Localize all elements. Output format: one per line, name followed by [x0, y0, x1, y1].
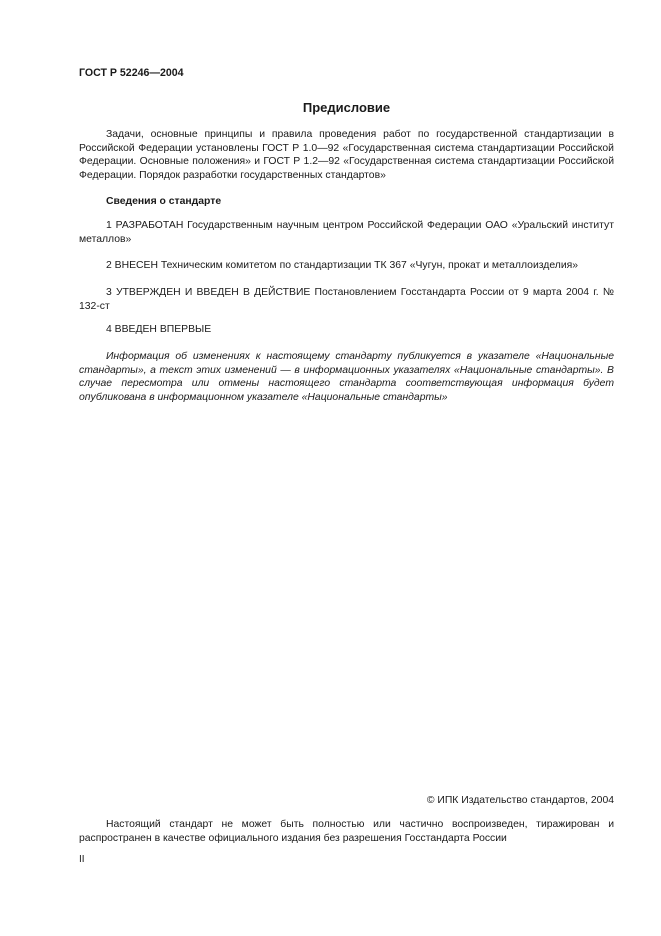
standard-info-item-2: 2 ВНЕСЕН Техническим комитетом по стандартизации ТК 367 «Чугун, прокат и металлоизделия»	[106, 260, 579, 271]
preface-title: Предисловие	[302, 100, 391, 115]
standard-info-item-4: 4 ВВЕДЕН ВПЕРВЫЕ	[106, 324, 212, 335]
standard-info-item-1: 1 РАЗРАБОТАН Государственным научным центром Российской Федерации ОАО «Уральский институт металлов»	[79, 220, 614, 245]
standard-info-item-3: 3 УТВЕРЖДЕН И ВВЕДЕН В ДЕЙСТВИЕ Постановлением Госстандарта России от 9 марта 2004 г. № 132-ст	[79, 287, 614, 312]
standard-info-heading: Сведения о стандарте	[106, 196, 222, 207]
document-id-header: ГОСТ Р 52246—2004	[79, 67, 184, 79]
page-number: II	[79, 854, 85, 865]
copyright-line: © ИПК Издательство стандартов, 2004	[426, 795, 614, 806]
changes-info-paragraph: Информация об изменениях к настоящему стандарту публикуется в указателе «Национальные стандарты», а текст этих изменений — в информационных указателях «Национальные стандарты». В случае пересмотра или отмены настоящего стандарта соответствующая информация будет опубликована в информационном указателе «Национальные стандарты»	[79, 351, 614, 403]
reproduction-notice: Настоящий стандарт не может быть полностью или частично воспроизведен, тиражирован и распространен в качестве официального издания без разрешения Госстандарта России	[79, 819, 614, 844]
preface-intro-paragraph: Задачи, основные принципы и правила проведения работ по государственной стандартизации в Российской Федерации установлены ГОСТ Р 1.0—92 «Государственная система стандартизации Российской Федерации. Основные положения» и ГОСТ Р 1.2—92 «Государственная система стандартизации Российской Федерации. Порядок разработки государственных стандартов»	[79, 129, 614, 181]
